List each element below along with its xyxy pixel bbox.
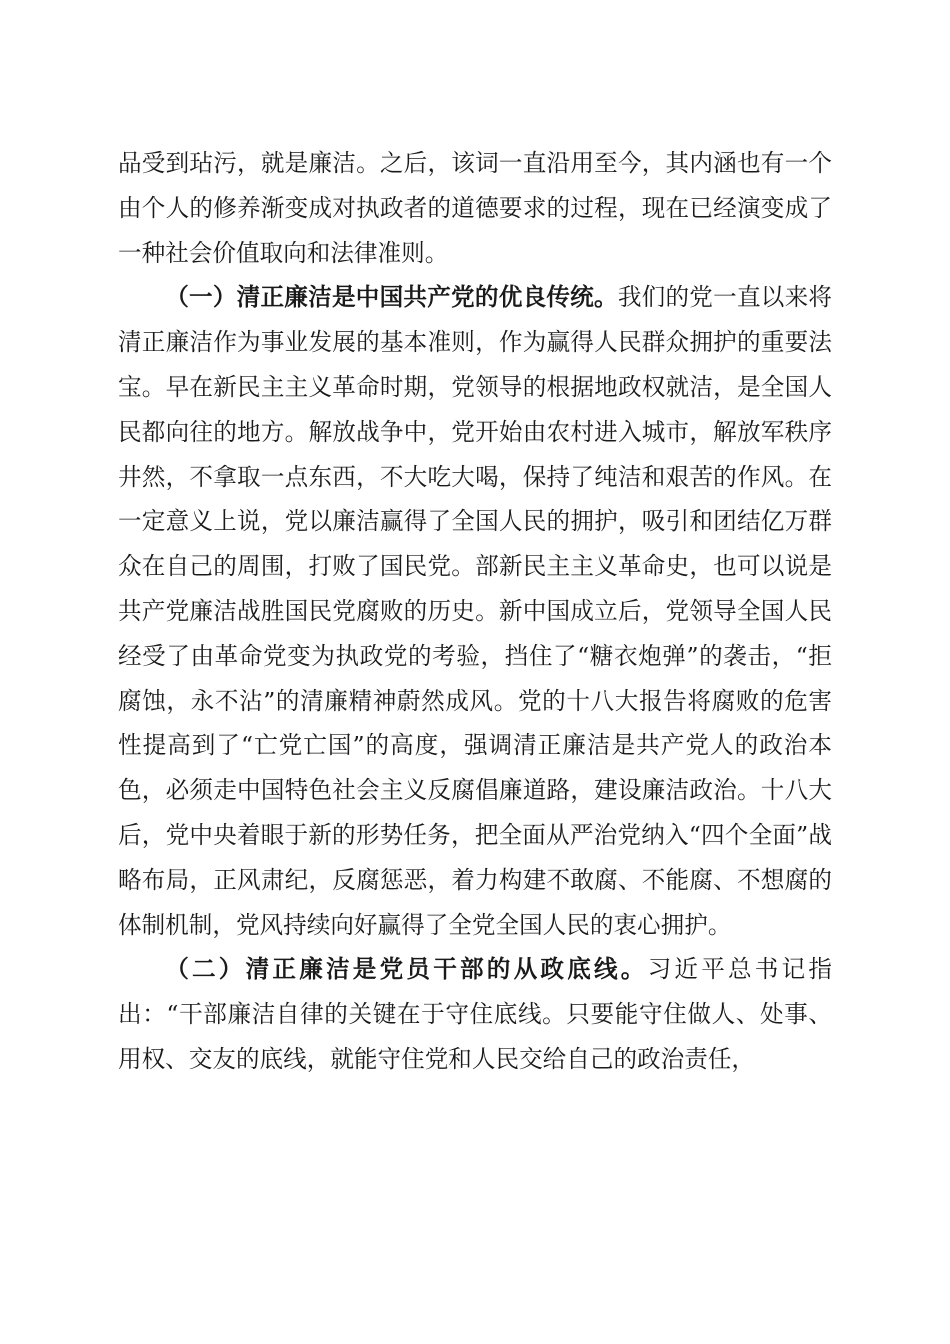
- section-heading: （二）清正廉洁是党员干部的从政底线。: [165, 955, 648, 984]
- paragraph-section-2: [118, 947, 832, 1081]
- paragraph-continuation: [118, 141, 832, 275]
- paragraph-body: 习近平总书记指出：“干部廉洁自律的关键在于守住底线。只要能守住做人、处事、用权、交友的底线，就能守住党和人民交给自己的政治责任，: [118, 955, 833, 1073]
- section-heading: （一）清正廉洁是中国共产党的优良传统。: [165, 283, 618, 312]
- paragraph-body: 我们的党一直以来将清正廉洁作为事业发展的基本准则，作为赢得人民群众拥护的重要法宝。早在新民主主义革命时期，党领导的根据地政权就洁，是全国人民都向往的地方。解放战争中，党开始由农村进入城市，解放军秩序井然，不拿取一点东西，不大吃大喝，保持了纯洁和艰苦的作风。在一定意义上说，党以廉洁赢得了全国人民的拥护，吸引和团结亿万群众在自己的周围，打败了国民党。部新民主主义革命史，也可以说是共产党廉洁战胜国民党腐败的历史。新中国成立后，党领导全国人民经受了由革命党变为执政党的考验，挡住了“糖衣炮弹”的袭击，“拒腐蚀，永不沾”的清廉精神蔚然成风。党的十八大报告将腐败的危害性提高到了“亡党亡国”的高度，强调清正廉洁是共产党人的政治本色，必须走中国特色社会主义反腐倡廉道路，建设廉洁政治。十八大后，党中央着眼于新的形势任务，把全面从严治党纳入“四个全面”战略布局，正风肃纪，反腐惩恶，着力构建不敢腐、不能腐、不想腐的体制机制，党风持续向好赢得了全党全国人民的衷心拥护。: [118, 283, 833, 939]
- document-page: [118, 141, 832, 1082]
- paragraph-section-1: [118, 275, 832, 947]
- paragraph-body: 品受到玷污，就是廉洁。之后，该词一直沿用至今，其内涵也有一个由个人的修养渐变成对执政者的道德要求的过程，现在已经演变成了一种社会价值取向和法律准则。: [118, 149, 832, 267]
